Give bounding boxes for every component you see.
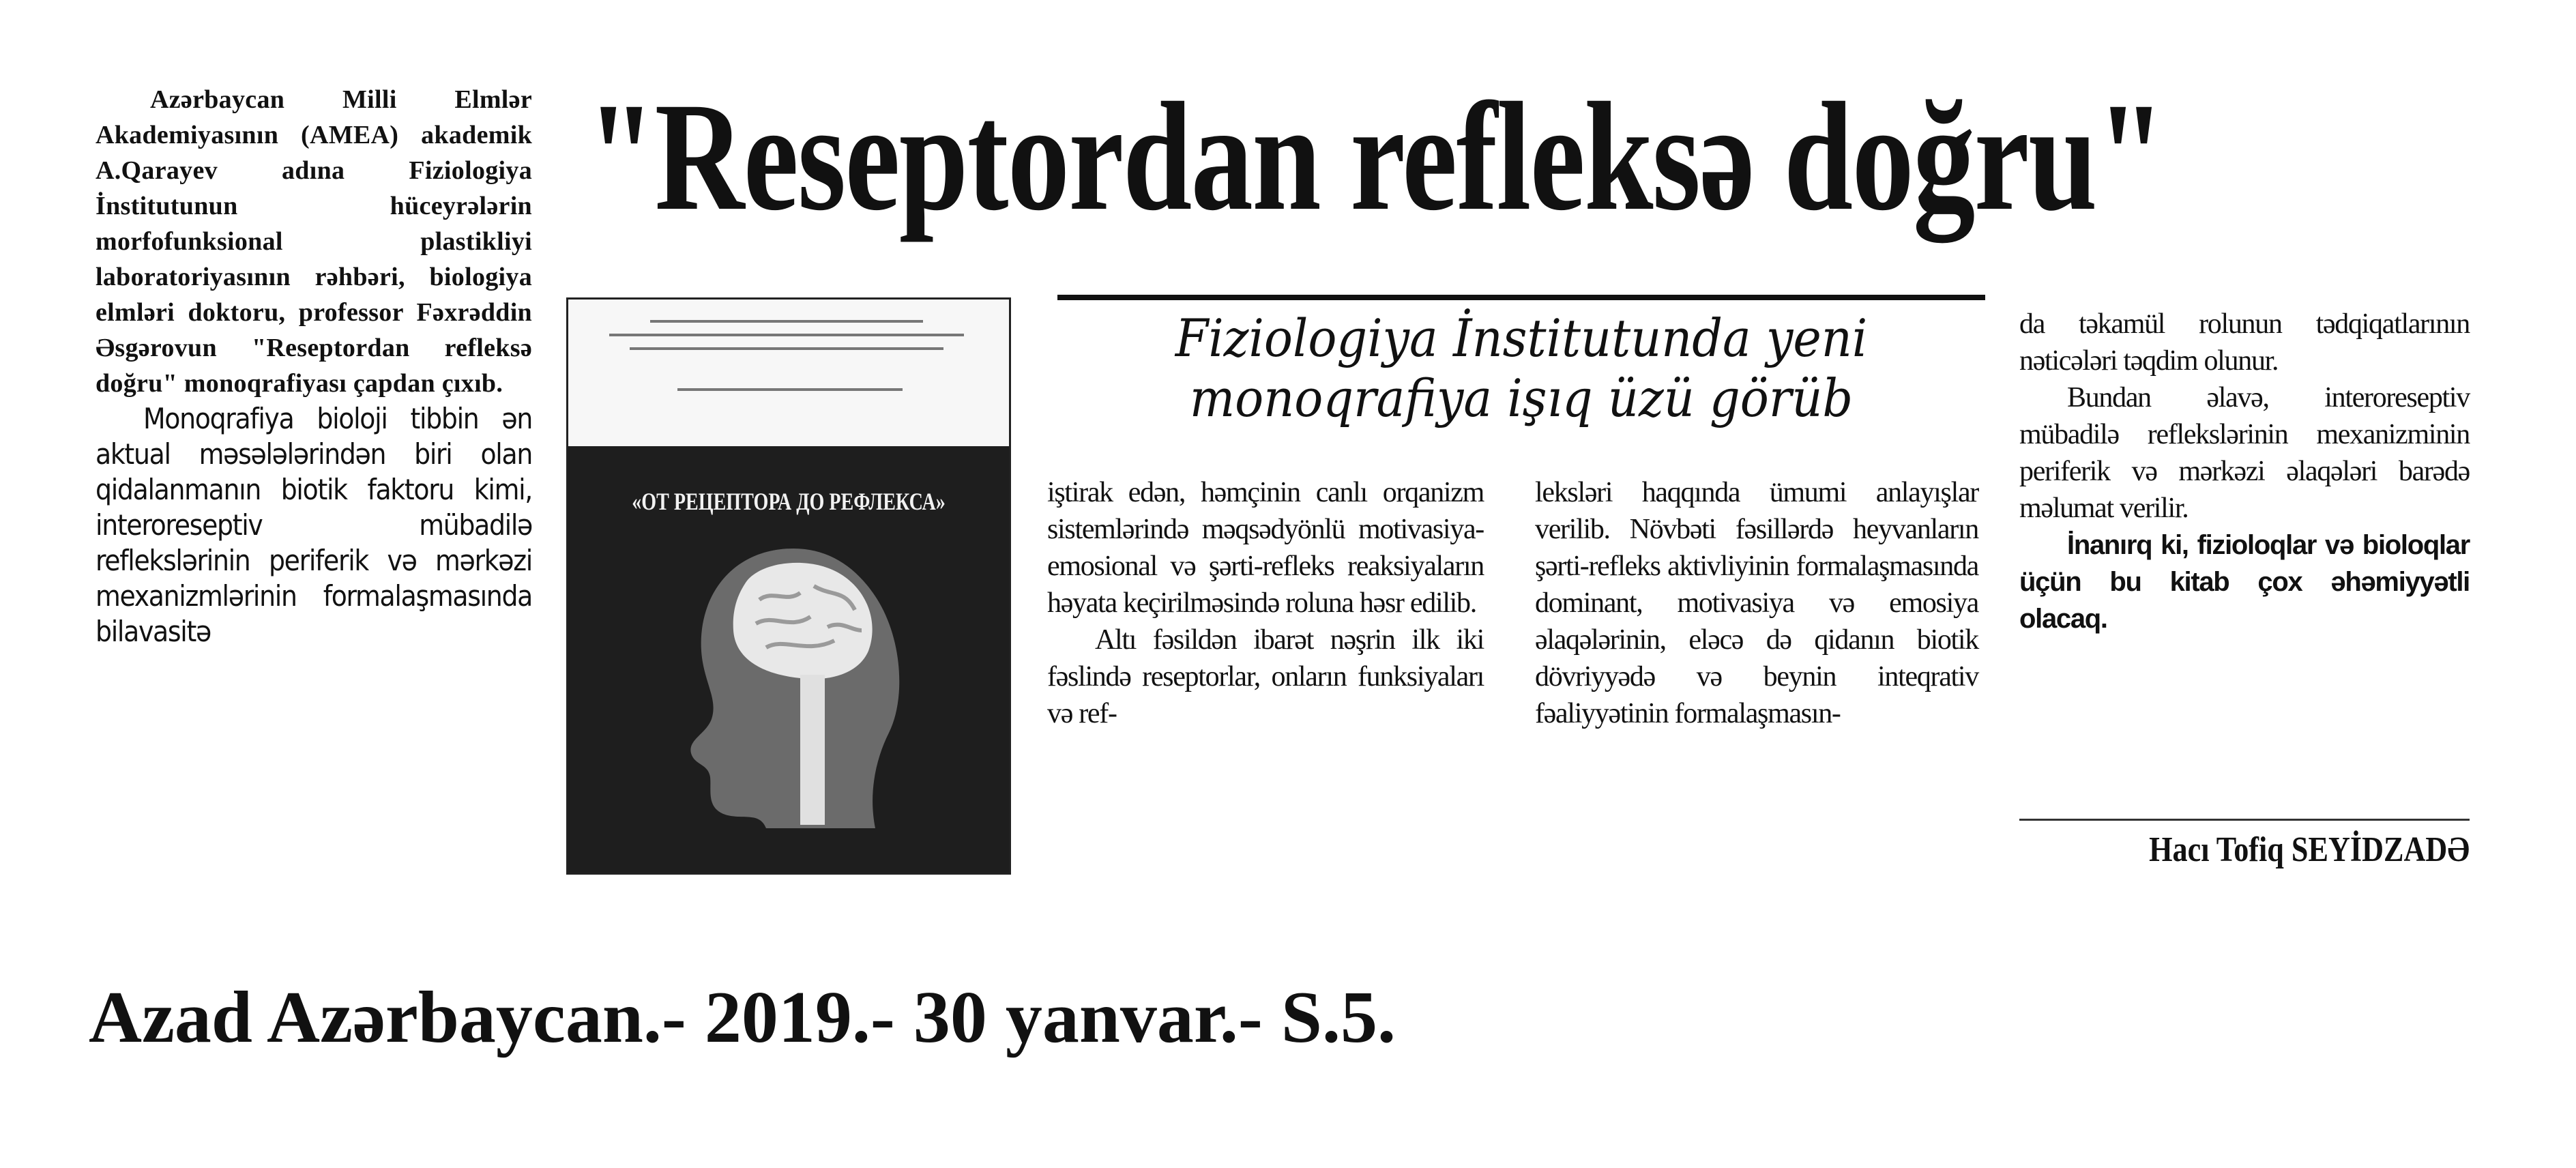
text-column-3 xyxy=(1535,474,1978,732)
body-paragraph-1: Monoqrafiya bioloji tibbin ən aktual məsələlərindən biri olan qidalanmanın biotik faktoru kimi, interoreseptiv mübadilə reflekslərinin periferik və mərkəzi mexanizmlərinin formalaşmasında bilavasitə xyxy=(96,402,532,648)
body-paragraph-3: Bundan əlavə, interoreseptiv mübadilə reflekslərinin mexanizminin periferik və mərkəzi əlaqələri barədə məlumat verilir. xyxy=(2019,382,2470,524)
signature-rule xyxy=(2019,819,2470,821)
book-cover-top xyxy=(568,300,1009,446)
book-cover-image xyxy=(566,297,1011,875)
brain-head-icon xyxy=(671,535,916,835)
article-subtitle: Fiziologiya İnstitutunda yeni monoqrafiya işıq üzü görüb xyxy=(1175,308,1868,428)
article-headline: "Reseptordan refleksə doğru" xyxy=(587,71,2165,243)
subtitle-rule xyxy=(1057,295,1985,300)
intro-column xyxy=(96,82,532,649)
book-cover-panel xyxy=(568,446,1009,873)
body-paragraph-2: Altı fəsildən ibarət nəşrin ilk iki fəslində reseptorlar, onların funksiyaları və ref- xyxy=(1047,624,1484,729)
body-paragraph-1-cont: iştirak edən, həmçinin canlı orqanizm sistemlərində məqsədyönlü motivasiya-emosional və şərti-refleks reaksiyaların həyata keçirilməsində roluna həsr edilib. xyxy=(1047,477,1484,619)
body-paragraph-2-cont: leksləri haqqında ümumi anlayışlar verilib. Növbəti fəsillərdə heyvanların şərti-refleks aktivliyinin formalaşmasında dominant, motivasiya və emosiya əlaqələrinin, eləcə də qidanın biotik dövriyyədə və beynin inteqrativ fəaliyyətinin formalaşmasın- xyxy=(1535,477,1978,729)
source-citation: Azad Azərbaycan.- 2019.- 30 yanvar.- S.5. xyxy=(89,977,1396,1058)
text-column-2 xyxy=(1047,474,1484,732)
author-byline: Hacı Tofiq SEYİDZADƏ xyxy=(2149,830,2470,869)
book-cover-title: «ОТ РЕЦЕПТОРА ДО РЕФЛЕКСА» xyxy=(632,488,946,515)
body-paragraph-2-end: da təkamül rolunun tədqiqatlarının nəticələri təqdim olunur. xyxy=(2019,308,2470,377)
intro-paragraph: Azərbaycan Milli Elmlər Akademiyasının (AMEA) akademik A.Qarayev adına Fiziologiya İnstitutunun hüceyrələrin morfofunksional plastikliyi laboratoriyasının rəhbəri, biologiya elmləri doktoru, professor Fəxrəddin Əsgərovun "Reseptordan refleksə doğru" monoqrafiyası çapdan çıxıb. xyxy=(96,85,532,398)
text-column-4 xyxy=(2019,306,2470,637)
closing-paragraph: İnanırq ki, fizioloqlar və bioloqlar üçün bu kitab çox əhəmiyyətli olacaq. xyxy=(2019,530,2470,634)
